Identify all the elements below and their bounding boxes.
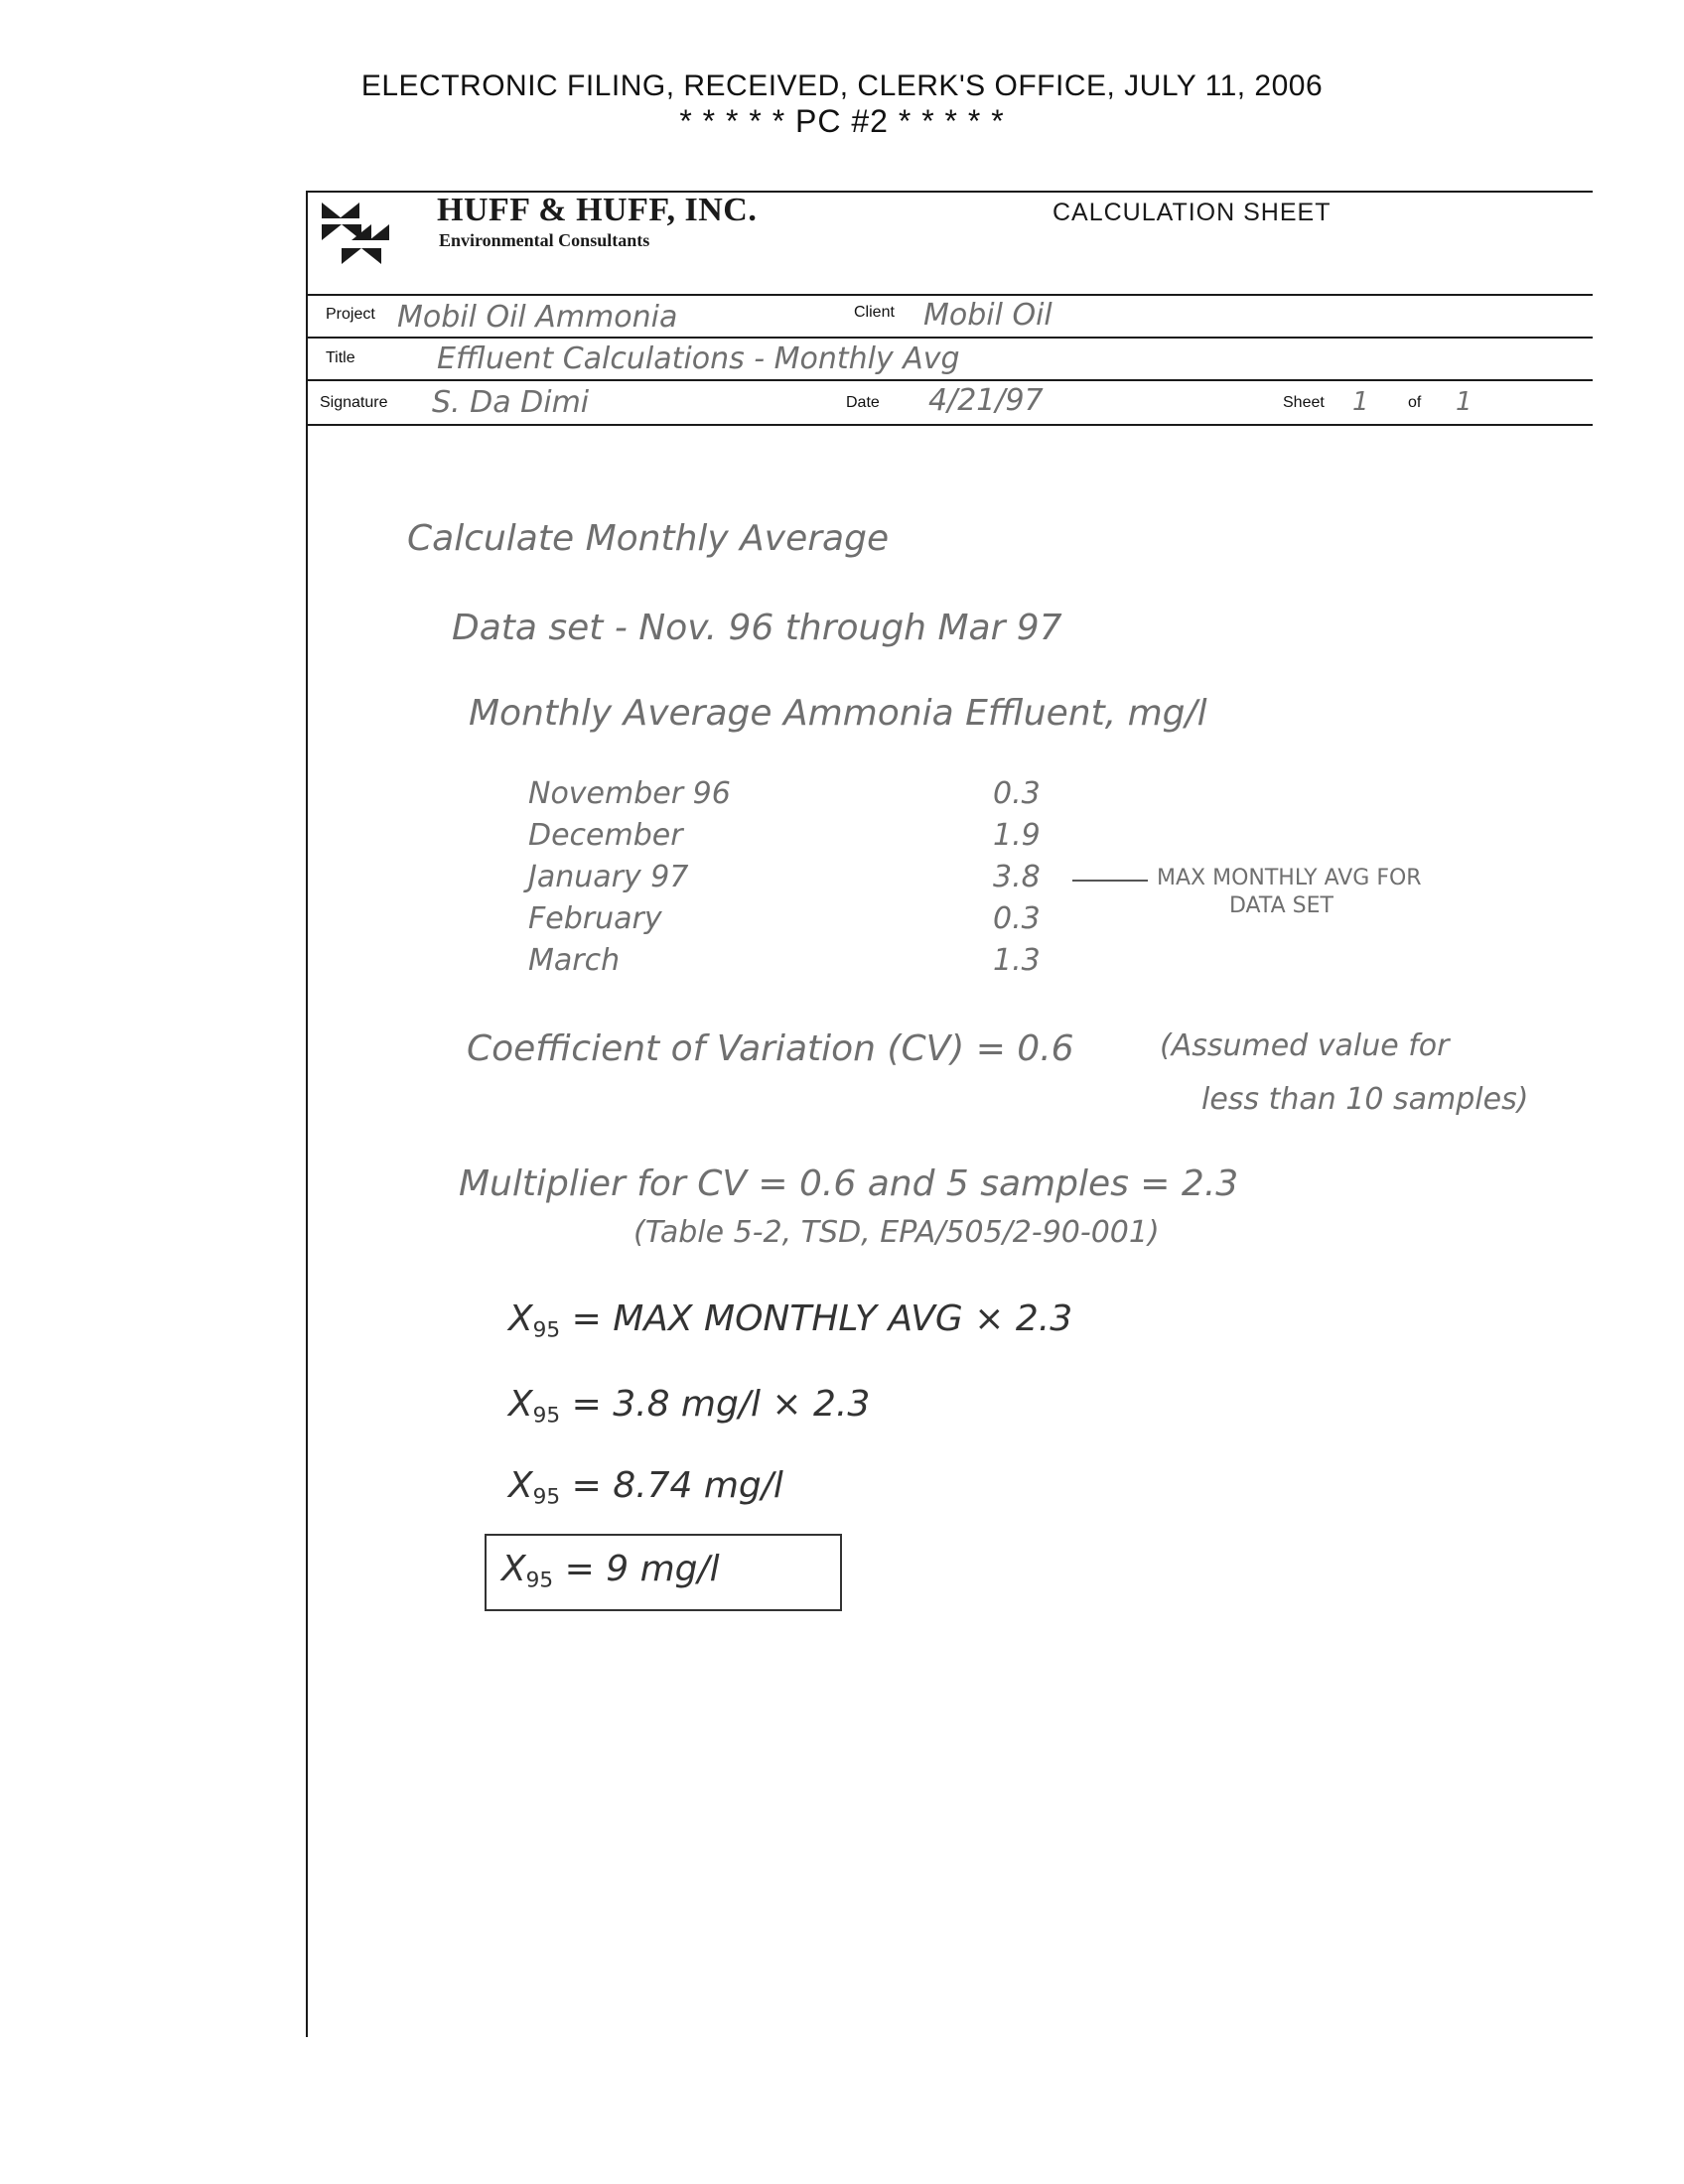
sheet-label: Sheet [1283, 394, 1325, 411]
max-note: MAX MONTHLY AVG FOR [1157, 866, 1422, 890]
header-bottom-rule [306, 294, 1593, 296]
row-value: 1.3 [993, 943, 1041, 978]
firm-logo [320, 199, 391, 284]
cv-line: Coefficient of Variation (CV) = 0.6 [467, 1028, 1074, 1069]
signature-row-rule [306, 424, 1593, 426]
equation-result: $X_{95} = 9$ mg/l [501, 1549, 720, 1593]
date-value: 4/21/97 [928, 383, 1044, 418]
row-month: December [528, 818, 683, 853]
of-label: of [1408, 394, 1422, 411]
cv-note-continued: less than 10 samples) [1201, 1082, 1529, 1117]
title-row-rule [306, 379, 1593, 381]
multiplier-line: Multiplier for CV = 0.6 and 5 samples = 2.3 [459, 1163, 1239, 1204]
row-value: 0.3 [993, 901, 1041, 936]
sheet-type-title: CALCULATION SHEET [1052, 199, 1332, 226]
project-row-rule [306, 337, 1593, 339]
equation-1: $X_{95}$ = MAX MONTHLY AVG × 2.3 [508, 1298, 1073, 1343]
row-month: March [528, 943, 621, 978]
equation-2: $X_{95} = 3.8$ mg/l × 2.3 [508, 1384, 871, 1429]
equation-3: $X_{95} = 8.74$ mg/l [508, 1465, 783, 1510]
row-month: November 96 [528, 776, 731, 811]
filing-stamp: ELECTRONIC FILING, RECEIVED, CLERK'S OFFICE, JULY 11, 2006 [360, 69, 1324, 102]
data-set-line: Data set - Nov. 96 through Mar 97 [452, 608, 1062, 648]
of-value: 1 [1456, 387, 1473, 417]
project-value: Mobil Oil Ammonia [397, 300, 678, 335]
max-note-continued: DATA SET [1229, 893, 1333, 918]
calc-heading: Calculate Monthly Average [407, 518, 890, 559]
title-value: Effluent Calculations - Monthly Avg [437, 341, 960, 376]
row-value: 3.8 [993, 860, 1041, 894]
firm-subtitle: Environmental Consultants [439, 230, 650, 250]
sheet-value: 1 [1352, 387, 1369, 417]
max-arrow-line [1072, 880, 1148, 882]
cv-note: (Assumed value for [1160, 1028, 1450, 1063]
row-month: January 97 [528, 860, 689, 894]
public-comment-number: * * * * * PC #2 * * * * * [679, 103, 1005, 139]
row-value: 1.9 [993, 818, 1041, 853]
date-label: Date [846, 394, 880, 411]
multiplier-reference: (Table 5-2, TSD, EPA/505/2-90-001) [633, 1215, 1160, 1250]
left-margin-rule [306, 191, 308, 2037]
client-label: Client [854, 304, 895, 321]
firm-name: HUFF & HUFF, INC. [437, 192, 758, 228]
project-label: Project [326, 306, 375, 323]
row-value: 0.3 [993, 776, 1041, 811]
row-month: February [528, 901, 662, 936]
signature-label: Signature [320, 394, 388, 411]
signature-value: S. Da Dimi [432, 385, 590, 420]
title-label: Title [326, 349, 355, 366]
client-value: Mobil Oil [923, 298, 1052, 333]
table-heading: Monthly Average Ammonia Effluent, mg/l [469, 693, 1207, 734]
